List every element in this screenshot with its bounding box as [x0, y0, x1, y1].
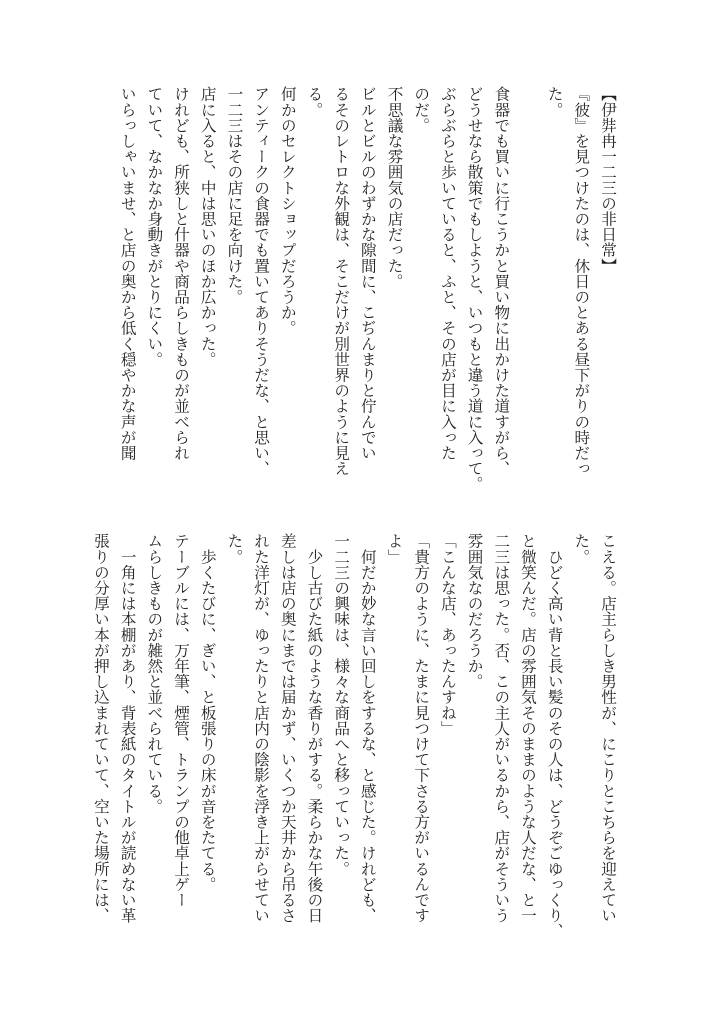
text-column: 『彼』を見つけたのは、休日のとある昼下がりの時だっ [572, 86, 591, 476]
text-column: 「貴方のように、たまに見つけて下さる方がいるんです [412, 533, 431, 923]
text-column: 歩くたびに、ぎい、と板張りの床が音をたてる。 [198, 533, 217, 892]
text-column: 雰囲気なのだろうか。 [465, 533, 484, 689]
text-column: た。 [225, 533, 244, 565]
text-column: こえる。店主らしき男性が、にこりとこちらを迎えてい [599, 533, 617, 923]
text-block-top [100, 86, 621, 526]
text-column: よ」 [385, 533, 404, 565]
text-column: ひどく高い背と長い髪のその人は、どうぞごゆっくり、 [545, 533, 564, 939]
text-column: 「こんな店、あったんすね」 [438, 533, 457, 736]
text-column: れた洋灯が、ゆったりと店内の陰影を浮き上がらせてい [252, 533, 271, 923]
text-column: 少し古びた紙のような香りがする。柔らかな午後の日 [305, 533, 324, 923]
text-column: ビルとビルのわずかな隙間に、こぢんまりと佇んでい [358, 86, 377, 461]
text-column: 何かのセレクトショップだろうか。 [278, 86, 297, 336]
text-column: どうせなら散策でもしようと、いつもと違う道に入って。 [465, 86, 484, 492]
text-column: 張りの分厚い本が押し込まれていて、空いた場所には、 [91, 533, 110, 923]
text-column: 不思議な雰囲気の店だった。 [385, 86, 404, 289]
text-column: 店に入ると、中は思いのほか広かった。 [198, 86, 217, 367]
text-column [514, 86, 541, 526]
text-column: アンティークの食器でも置いてありそうだな、と思い、 [252, 86, 271, 476]
text-column: けれども、所狭しと什器や商品らしきものが並べられ [172, 86, 190, 461]
text-column: いらっしゃいませ、と店の奥から低く穏やかな声が聞 [118, 86, 137, 461]
text-column: た。 [572, 533, 591, 565]
text-column: テーブルには、万年筆、煙管、トランプの他卓上ゲー [172, 533, 190, 908]
text-column: 差しは店の奥にまでは届かず、いくつか天井から吊るさ [278, 533, 297, 923]
text-column: 二三は思った。否、この主人がいるから、店がそういう [492, 533, 511, 923]
text-column: 何だか妙な言い回しをするな、と感じた。けれども、 [358, 533, 377, 923]
document-title: 【伊弉冉一二三の非日常】 [599, 86, 617, 274]
text-column: と微笑んだ。店の雰囲気そのままのような人だな、と一 [518, 533, 537, 923]
text-column: ぶらぶらと歩いていると、ふと、その店が目に入った [438, 86, 457, 461]
text-column: るそのレトロな外観は、そこだけが別世界のように見え [332, 86, 351, 476]
text-column: た。 [545, 86, 564, 118]
text-column: ていて、なかなか身動きがとりにくい。 [145, 86, 164, 367]
text-block-bottom [91, 533, 621, 973]
text-column: 食器でも買いに行こうかと買い物に出かけた道すがら、 [492, 86, 511, 476]
text-column: る。 [305, 86, 324, 118]
text-column: のだ。 [412, 86, 431, 133]
text-column: ムらしきものが雑然と並べられている。 [145, 533, 164, 814]
text-column: 一二三の興味は、様々な商品へと移っていった。 [332, 533, 351, 877]
text-column: 一二三はその店に足を向けた。 [225, 86, 244, 305]
text-column: 一角には本棚があり、背表紙のタイトルが読めない革 [118, 533, 137, 923]
